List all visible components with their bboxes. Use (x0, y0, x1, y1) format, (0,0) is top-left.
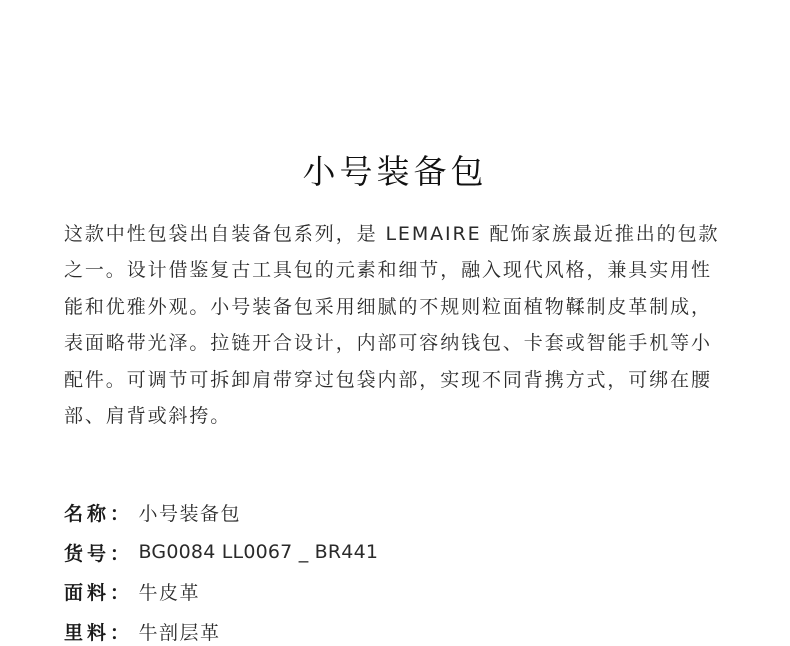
spec-label: 里料 (64, 621, 111, 644)
spec-colon: ： (110, 502, 131, 525)
spec-colon: ： (110, 542, 131, 565)
spec-value: 小号装备包 (138, 502, 242, 525)
spec-label: 名称 (64, 502, 111, 525)
spec-value: BG0084 LL0067 _ BR441 (138, 541, 379, 563)
spec-label: 面料 (64, 581, 111, 604)
spec-colon: ： (110, 581, 131, 604)
spec-row-name (64, 498, 241, 526)
product-title: 小号装备包 (302, 152, 488, 192)
spec-row-lining (64, 617, 221, 645)
spec-label: 货号 (64, 542, 111, 565)
spec-value: 牛剖层革 (138, 621, 221, 644)
product-description: 这款中性包袋出自装备包系列，是 LEMAIRE 配饰家族最近推出的包款之一。设计借鉴复古工具包的元素和细节，融入现代风格，兼具实用性能和优雅外观。小号装备包采用细腻的不规则粒面植物鞣制皮革制成，表面略带光泽。拉链开合设计，内部可容纳钱包、卡套或智能手机等小配件。可调节可拆卸肩带穿过包袋内部，实现不同背携方式，可绑在腰部、肩背或斜挎。 (64, 223, 720, 428)
spec-row-material (64, 577, 200, 605)
spec-value: 牛皮革 (138, 581, 201, 604)
spec-colon: ： (110, 621, 131, 644)
spec-row-sku (64, 538, 378, 566)
